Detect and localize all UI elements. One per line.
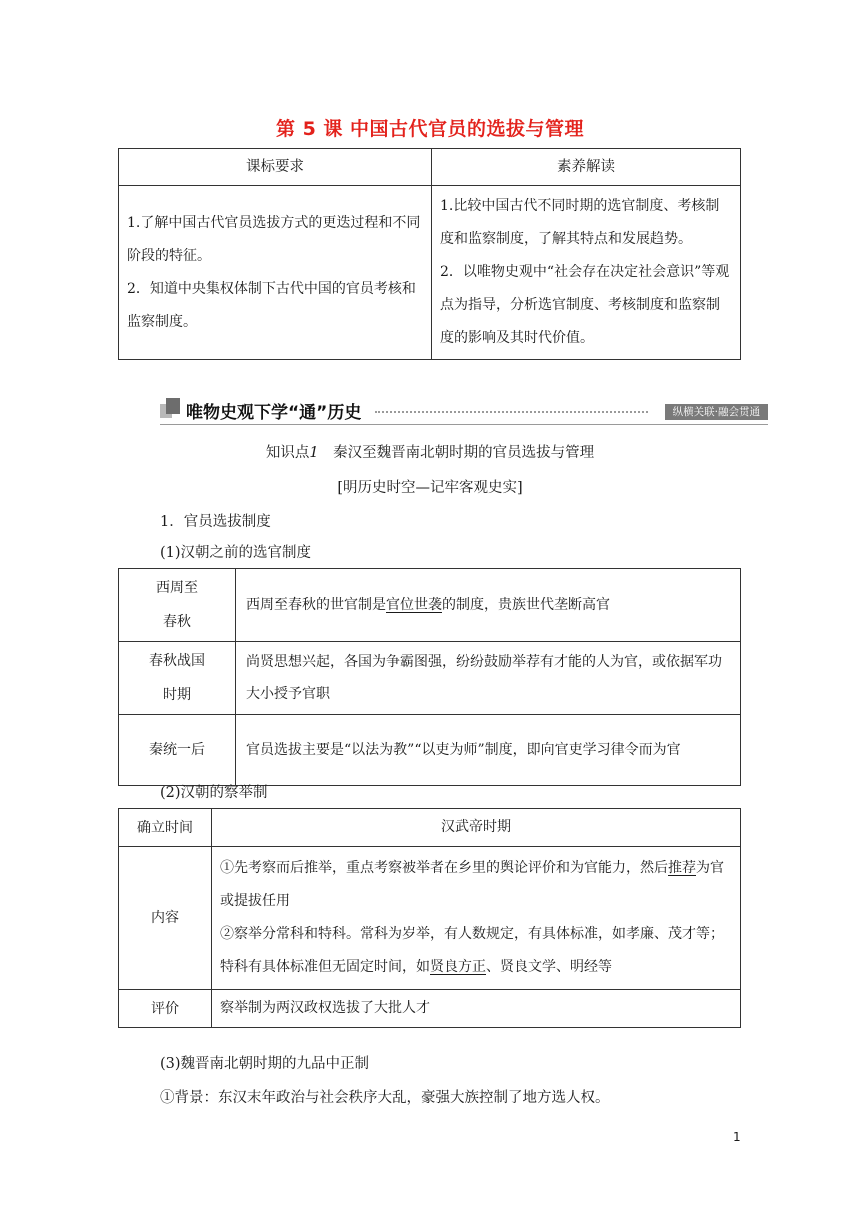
description-cell: 尚贤思想兴起，各国为争霸图强，纷纷鼓励举荐有才能的人为官，或依据军功大小授予官职	[236, 642, 741, 715]
description-text: 的制度，贵族世代垄断高官	[442, 597, 610, 613]
banner-title: 唯物史观下学“通”历史	[186, 403, 362, 423]
content-text: ②察举分常科和特科。常科为岁举，有人数规定，有具体标准，如孝廉、茂才等；特科有具体标准但无固定时间，如	[220, 926, 724, 975]
header-literacy-interpretation: 素养解读	[432, 149, 741, 186]
banner-dotted-divider	[375, 411, 648, 413]
banner-square-icon	[166, 398, 180, 414]
requirement-item: 2．知道中央集权体制下古代中国的官员考核和监察制度。	[127, 280, 416, 330]
content-cell	[212, 847, 741, 990]
established-value: 汉武帝时期	[212, 809, 741, 847]
requirements-body-row	[119, 186, 741, 360]
table-row	[119, 990, 741, 1028]
content-item	[220, 918, 732, 984]
pre-han-system-table	[118, 568, 741, 786]
table-row	[119, 809, 741, 847]
knowledge-point-title: 秦汉至魏晋南北朝时期的官员选拔与管理	[333, 445, 595, 461]
table-row	[119, 569, 741, 642]
lesson-title: 第 5 课 中国古代官员的选拔与管理	[275, 118, 585, 140]
table-row	[119, 847, 741, 990]
key-term: 官位世袭	[386, 597, 442, 613]
knowledge-point-label: 知识点	[265, 445, 310, 461]
header-curriculum-requirements: 课标要求	[119, 149, 432, 186]
literacy-item: 2．以唯物史观中“社会存在决定社会意识”等观点为指导，分析选官制度、考核制度和监察制度的影响及其时代价值。	[440, 264, 730, 346]
subsection-heading: (2)汉朝的察举制	[160, 785, 268, 801]
key-term: 贤良方正	[430, 959, 486, 975]
table-row	[119, 642, 741, 715]
requirements-header-row	[119, 149, 741, 186]
content-label: 内容	[119, 847, 212, 990]
period-cell: 秦统一后	[119, 715, 236, 786]
requirement-item: 1.了解中国古代官员选拔方式的更迭过程和不同阶段的特征。	[127, 214, 421, 264]
period-cell: 西周至 春秋	[119, 569, 236, 642]
period-cell: 春秋战国 时期	[119, 642, 236, 715]
paragraph: ①背景：东汉末年政治与社会秩序大乱，豪强大族控制了地方选人权。	[160, 1090, 610, 1106]
requirements-table	[118, 148, 741, 360]
section-subtitle: [明历史时空—记牢客观史实]	[337, 480, 523, 496]
banner-tag: 纵横关联·融会贯通	[665, 404, 768, 420]
description-cell	[236, 569, 741, 642]
requirements-right-cell	[432, 186, 741, 360]
subsection-heading: (1)汉朝之前的选官制度	[160, 545, 312, 561]
banner-underline	[160, 424, 768, 425]
evaluation-value: 察举制为两汉政权选拔了大批人才	[212, 990, 741, 1028]
description-cell: 官员选拔主要是“以法为教”“以吏为师”制度，即向官吏学习律令而为官	[236, 715, 741, 786]
content-text: 为官或提拔任用	[220, 860, 724, 909]
knowledge-point-number: 1	[309, 445, 319, 461]
content-text: 、贤良文学、明经等	[486, 959, 612, 975]
key-term: 推荐	[668, 860, 696, 876]
content-text: ①先考察而后推举，重点考察被举者在乡里的舆论评价和为官能力，然后	[220, 860, 668, 876]
table-row	[119, 715, 741, 786]
subsection-heading: (3)魏晋南北朝时期的九品中正制	[160, 1056, 370, 1072]
literacy-item: 1.比较中国古代不同时期的选官制度、考核制度和监察制度，了解其特点和发展趋势。	[440, 198, 720, 247]
knowledge-point-heading	[0, 441, 860, 462]
han-recommendation-table	[118, 808, 741, 1028]
section-banner	[160, 398, 768, 426]
established-label: 确立时间	[119, 809, 212, 847]
evaluation-label: 评价	[119, 990, 212, 1028]
page-number: 1	[733, 1130, 741, 1144]
content-item	[220, 852, 732, 918]
requirements-left-cell	[119, 186, 432, 360]
section-heading: 1．官员选拔制度	[160, 514, 271, 530]
description-text: 西周至春秋的世官制是	[246, 597, 386, 613]
